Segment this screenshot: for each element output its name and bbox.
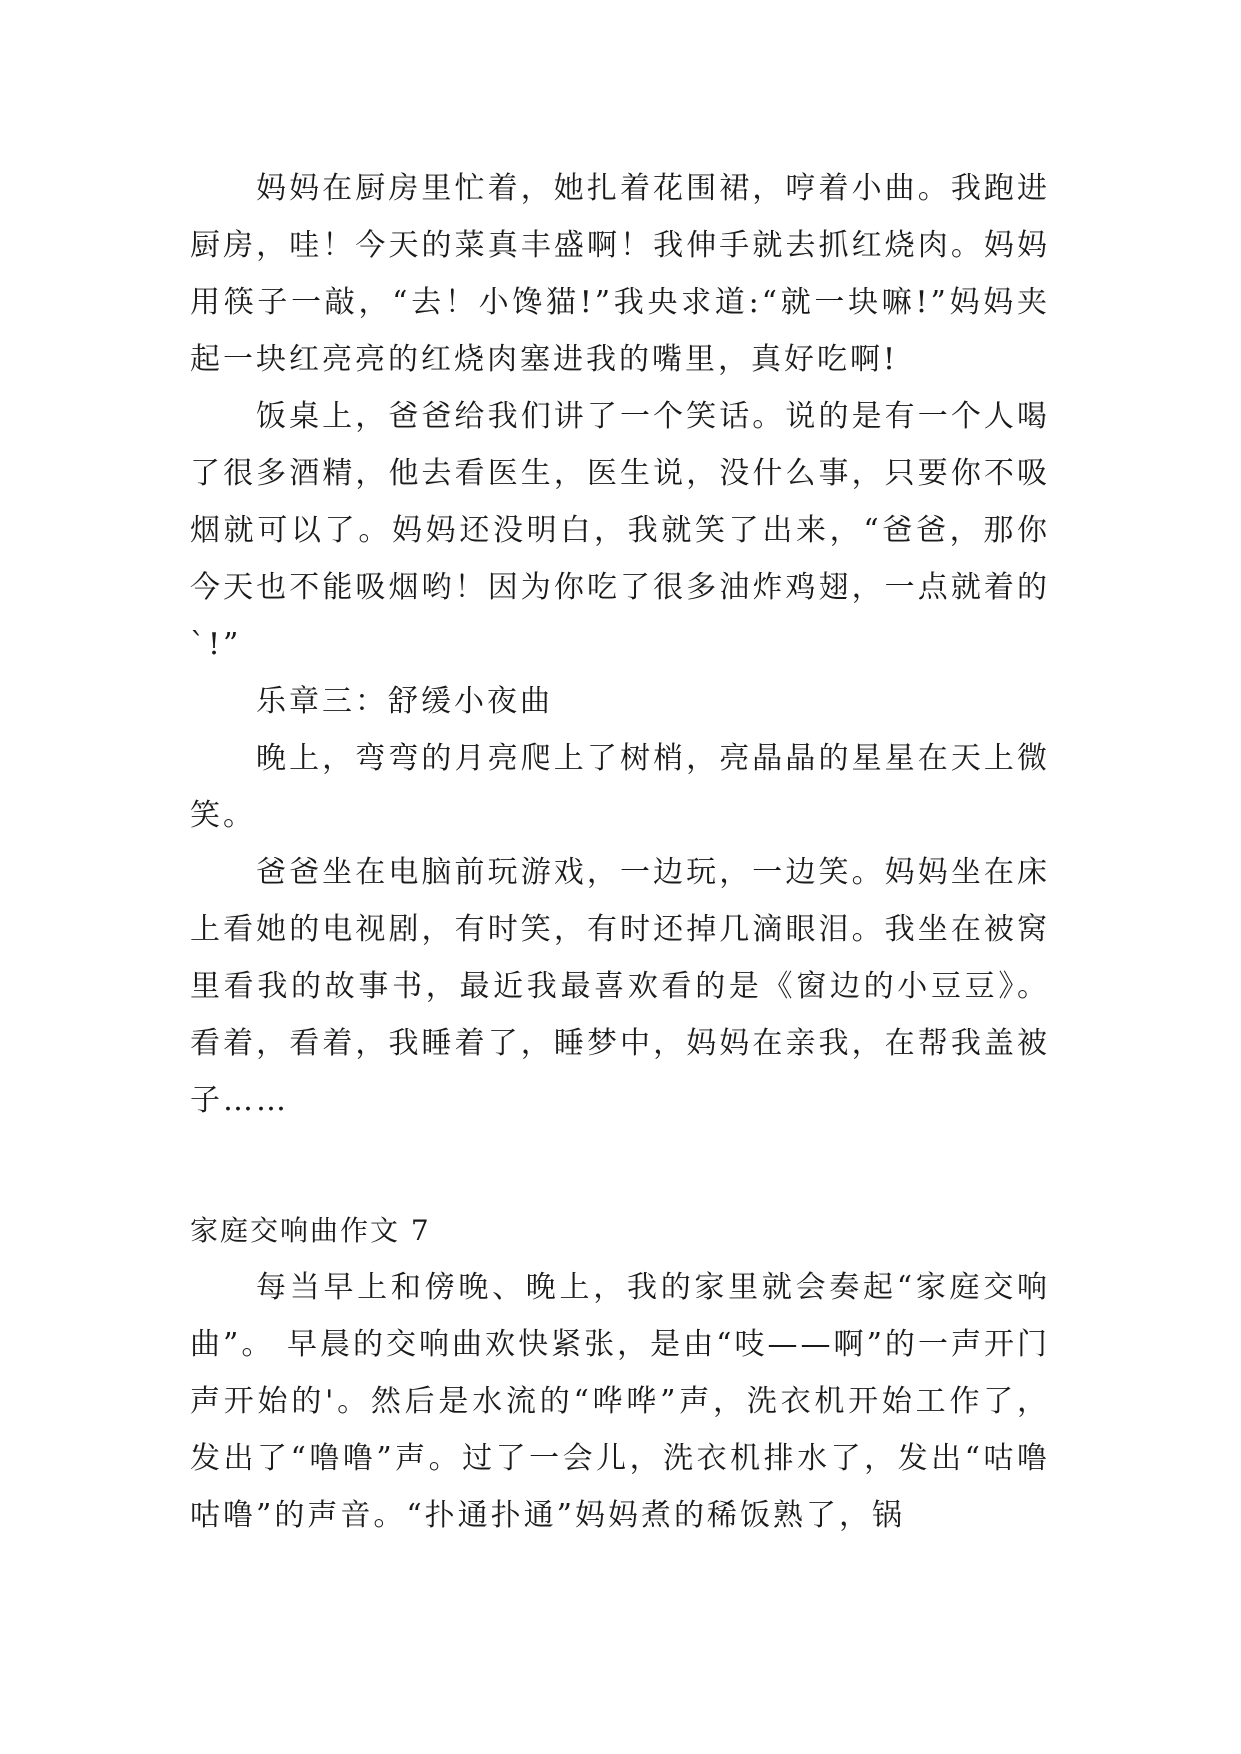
essay-section-title: 家庭交响曲作文 7	[190, 1214, 431, 1247]
paragraph-bedtime: 爸爸坐在电脑前玩游戏，一边玩，一边笑。妈妈坐在床上看她的电视剧，有时笑，有时还掉几滴眼泪。我坐在被窝里看我的故事书，最近我最喜欢看的是《窗边的小豆豆》。看着，看着，我睡着了，睡梦中，妈妈在亲我，在帮我盖被子……	[190, 855, 1050, 1118]
text-column	[190, 160, 1050, 1544]
paragraph-dinner-joke: 饭桌上，爸爸给我们讲了一个笑话。说的是有一个人喝了很多酒精，他去看医生，医生说，没什么事，只要你不吸烟就可以了。妈妈还没明白，我就笑了出来，“爸爸，那你今天也不能吸烟哟！因为你吃了很多油炸鸡翅，一点就着的`!”	[190, 399, 1050, 662]
movement-three-title: 乐章三：舒缓小夜曲	[256, 684, 553, 719]
paragraph-morning-symphony: 每当早上和傍晚、晚上，我的家里就会奏起“家庭交响曲”。 早晨的交响曲欢快紧张，是由“吱——啊”的一声开门声开始的'。然后是水流的“哗哗”声，洗衣机开始工作了，发出了“噜噜”声。过了一会儿，洗衣机排水了，发出“咕噜咕噜”的声音。“扑通扑通”妈妈煮的稀饭熟了，锅	[190, 1270, 1050, 1533]
paragraph-kitchen: 妈妈在厨房里忙着，她扎着花围裙，哼着小曲。我跑进厨房，哇！今天的菜真丰盛啊！我伸手就去抓红烧肉。妈妈用筷子一敲，“去！小馋猫!”我央求道:“就一块嘛!”妈妈夹起一块红亮亮的红烧肉塞进我的嘴里，真好吃啊!	[190, 171, 1050, 377]
paragraph-evening: 晚上，弯弯的月亮爬上了树梢，亮晶晶的星星在天上微笑。	[190, 741, 1050, 833]
section-gap	[190, 1129, 1050, 1202]
